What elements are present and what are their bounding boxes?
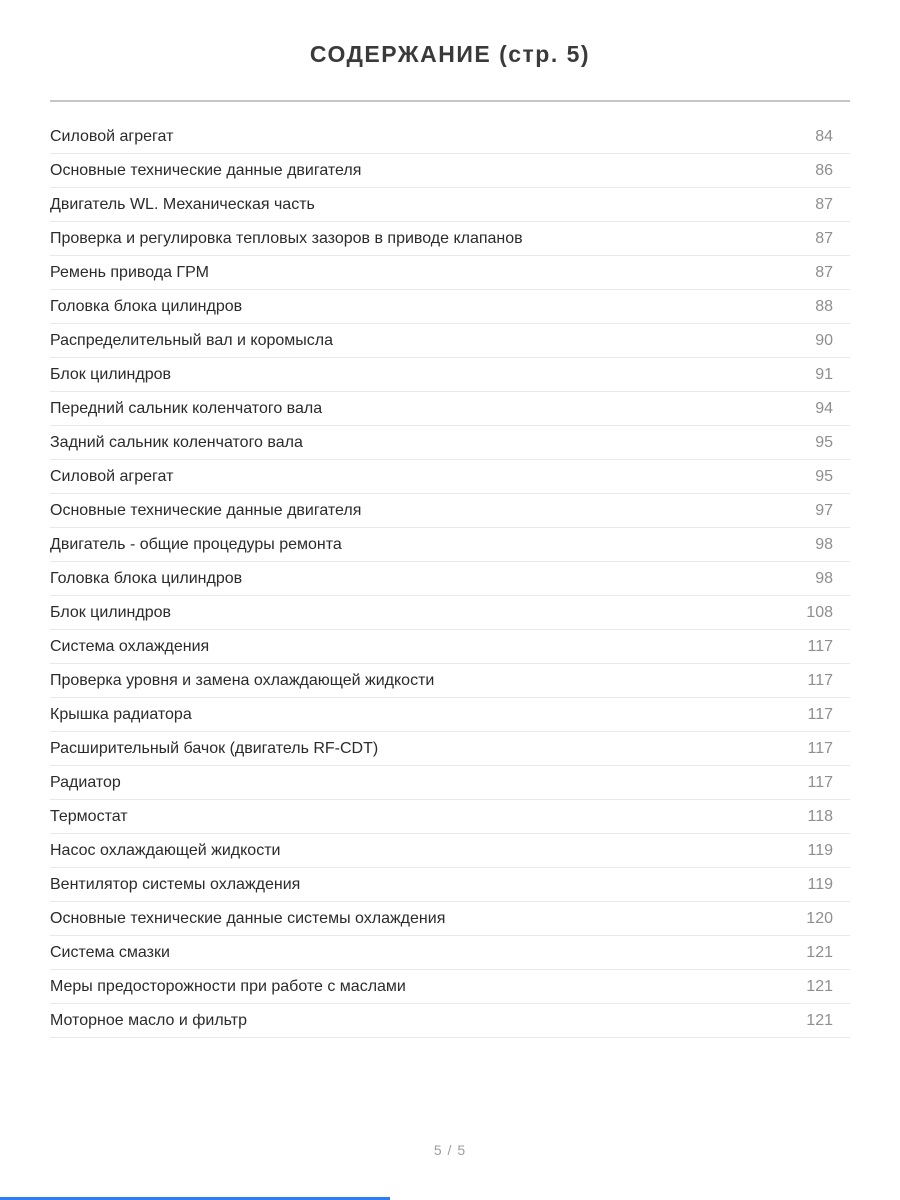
toc-row-label: Основные технические данные системы охлаждения: [50, 909, 446, 927]
toc-row-label: Передний сальник коленчатого вала: [50, 399, 323, 417]
toc-row-page-number: 87: [815, 195, 833, 213]
toc-row-label: Система охлаждения: [50, 637, 210, 655]
toc-row-label: Насос охлаждающей жидкости: [50, 841, 281, 859]
toc-row-page-number: 84: [815, 127, 833, 145]
toc-row-page-number: 119: [807, 841, 833, 859]
toc-row-label: Радиатор: [50, 773, 121, 791]
toc-row[interactable]: [50, 596, 850, 630]
toc-row[interactable]: [50, 664, 850, 698]
toc-row-page-number: 94: [815, 399, 833, 417]
toc-row-label: Проверка и регулировка тепловых зазоров в приводе клапанов: [50, 229, 523, 247]
page-indicator: 5 / 5: [433, 1142, 467, 1158]
toc-row-page-number: 119: [807, 875, 833, 893]
toc-row[interactable]: [50, 902, 850, 936]
toc-row-label: Расширительный бачок (двигатель RF-CDT): [50, 739, 379, 757]
toc-row[interactable]: [50, 528, 850, 562]
toc-row-label: Головка блока цилиндров: [50, 569, 243, 587]
toc-row-page-number: 117: [807, 705, 833, 723]
toc-row[interactable]: [50, 392, 850, 426]
toc-list: [50, 120, 850, 1038]
toc-row[interactable]: [50, 154, 850, 188]
toc-row-label: Основные технические данные двигателя: [50, 161, 362, 179]
toc-row-page-number: 95: [815, 433, 833, 451]
toc-row-page-number: 87: [815, 263, 833, 281]
toc-row-label: Система смазки: [50, 943, 170, 961]
toc-row-page-number: 117: [807, 773, 833, 791]
toc-row-label: Силовой агрегат: [50, 467, 174, 485]
toc-row-label: Моторное масло и фильтр: [50, 1011, 247, 1029]
toc-row[interactable]: [50, 358, 850, 392]
toc-row-page-number: 108: [806, 603, 833, 621]
toc-row[interactable]: [50, 732, 850, 766]
toc-row-label: Блок цилиндров: [50, 365, 172, 383]
toc-row-label: Крышка радиатора: [50, 705, 192, 723]
toc-row[interactable]: [50, 800, 850, 834]
toc-row-label: Двигатель WL. Механическая часть: [50, 195, 315, 213]
toc-row-label: Задний сальник коленчатого вала: [50, 433, 303, 451]
toc-row[interactable]: [50, 1004, 850, 1038]
toc-row[interactable]: [50, 120, 850, 154]
toc-row-page-number: 97: [815, 501, 833, 519]
toc-row[interactable]: [50, 970, 850, 1004]
toc-row-page-number: 95: [815, 467, 833, 485]
toc-row-label: Вентилятор системы охлаждения: [50, 875, 301, 893]
toc-row-page-number: 118: [807, 807, 833, 825]
title-divider: [50, 100, 850, 102]
toc-row-page-number: 98: [815, 569, 833, 587]
toc-row-label: Силовой агрегат: [50, 127, 174, 145]
toc-row[interactable]: [50, 698, 850, 732]
toc-row[interactable]: [50, 868, 850, 902]
toc-row-label: Основные технические данные двигателя: [50, 501, 362, 519]
toc-row-label: Головка блока цилиндров: [50, 297, 243, 315]
toc-row-page-number: 120: [806, 909, 833, 927]
toc-row-page-number: 87: [815, 229, 833, 247]
toc-row-page-number: 121: [806, 977, 833, 995]
toc-row-page-number: 88: [815, 297, 833, 315]
toc-row-label: Термостат: [50, 807, 128, 825]
toc-row-page-number: 91: [815, 365, 833, 383]
toc-row[interactable]: [50, 494, 850, 528]
toc-row[interactable]: [50, 222, 850, 256]
toc-row-page-number: 90: [815, 331, 833, 349]
toc-row-page-number: 86: [815, 161, 833, 179]
toc-row-label: Двигатель - общие процедуры ремонта: [50, 535, 342, 553]
toc-row-label: Меры предосторожности при работе с маслами: [50, 977, 406, 995]
toc-row[interactable]: [50, 188, 850, 222]
toc-row[interactable]: [50, 324, 850, 358]
toc-row[interactable]: [50, 834, 850, 868]
toc-row-page-number: 117: [807, 671, 833, 689]
toc-row[interactable]: [50, 630, 850, 664]
toc-row[interactable]: [50, 460, 850, 494]
toc-row-page-number: 121: [806, 1011, 833, 1029]
page-title: СОДЕРЖАНИЕ (стр. 5): [309, 41, 591, 67]
toc-row-label: Проверка уровня и замена охлаждающей жидкости: [50, 671, 435, 689]
toc-row[interactable]: [50, 290, 850, 324]
toc-row[interactable]: [50, 426, 850, 460]
toc-row[interactable]: [50, 766, 850, 800]
toc-row-label: Блок цилиндров: [50, 603, 172, 621]
toc-row[interactable]: [50, 562, 850, 596]
toc-row-label: Распределительный вал и коромысла: [50, 331, 334, 349]
toc-row-label: Ремень привода ГРМ: [50, 263, 209, 281]
toc-row-page-number: 98: [815, 535, 833, 553]
toc-page: [50, 0, 850, 67]
toc-row-page-number: 117: [807, 739, 833, 757]
toc-row[interactable]: [50, 256, 850, 290]
toc-row[interactable]: [50, 936, 850, 970]
toc-row-page-number: 117: [807, 637, 833, 655]
toc-row-page-number: 121: [806, 943, 833, 961]
